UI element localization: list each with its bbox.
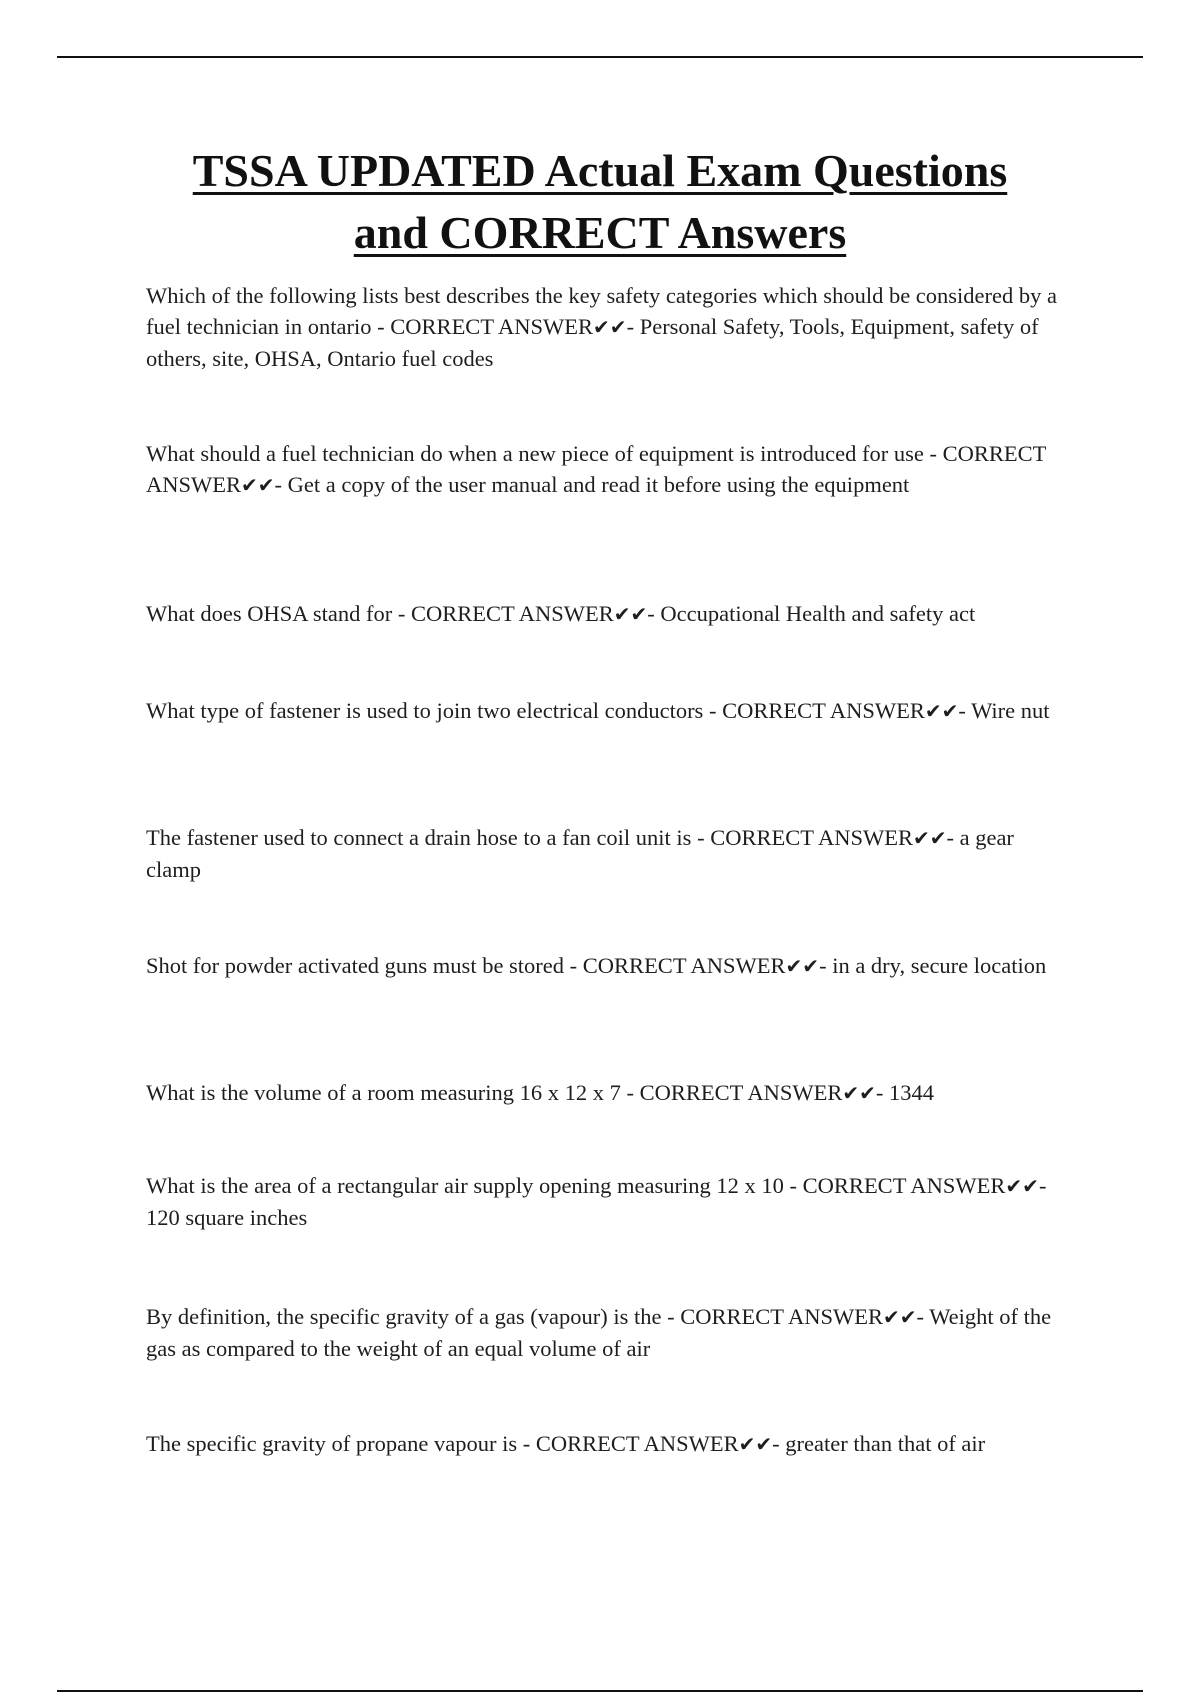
question-text: What is the volume of a room measuring 16 x 12 x 7 bbox=[146, 1080, 621, 1105]
question-text: What type of fastener is used to join two electrical conductors bbox=[146, 698, 704, 723]
answer-marker: CORRECT ANSWER bbox=[802, 1173, 1006, 1198]
answer-text: a gear clamp bbox=[146, 825, 1014, 882]
qa-item-1: Which of the following lists best describes the key safety categories which should be considered by a fuel technician in ontario - CORRECT ANSWER✔✔- Personal Safety, Tools, Equipment, safety of others, site, OHSA, Ontario fuel codes bbox=[146, 283, 1057, 371]
answer-marker: CORRECT ANSWER bbox=[410, 601, 614, 626]
qa-item-3: What does OHSA stand for - CORRECT ANSWER✔✔- Occupational Health and safety act bbox=[146, 601, 976, 626]
answer-marker: CORRECT ANSWER bbox=[710, 825, 913, 850]
question-text: The fastener used to connect a drain hose to a fan coil unit is bbox=[146, 825, 692, 850]
title-line-2: and CORRECT Answers bbox=[353, 207, 847, 258]
question-text: What should a fuel technician do when a new piece of equipment is introduced for use bbox=[146, 441, 924, 466]
title-line-1: TSSA UPDATED Actual Exam Questions bbox=[192, 145, 1008, 196]
qa-item-4: What type of fastener is used to join two electrical conductors - CORRECT ANSWER✔✔- Wire nut bbox=[146, 698, 1050, 723]
bottom-rule bbox=[57, 1690, 1143, 1692]
qa-item-9: By definition, the specific gravity of a gas (vapour) is the - CORRECT ANSWER✔✔- Weight of the gas as compared to the weight of an equal volume of air bbox=[146, 1304, 1052, 1361]
check-mark-icon: ✔✔ bbox=[613, 602, 648, 626]
question-text: The specific gravity of propane vapour is bbox=[146, 1431, 518, 1456]
check-mark-icon: ✔✔ bbox=[1005, 1174, 1039, 1198]
answer-marker: CORRECT ANSWER bbox=[535, 1431, 739, 1456]
qa-item-8: What is the area of a rectangular air supply opening measuring 12 x 10 - CORRECT ANSWER✔✔- 120 square inches bbox=[146, 1173, 1047, 1230]
check-mark-icon: ✔✔ bbox=[785, 954, 820, 978]
answer-text: 120 square inches bbox=[146, 1205, 308, 1230]
question-text: Which of the following lists best describes the key safety categories which should be considered by a fuel technician in ontario bbox=[146, 283, 1057, 339]
check-mark-icon: ✔✔ bbox=[593, 315, 627, 339]
answer-text: greater than that of air bbox=[785, 1431, 986, 1456]
qa-item-5: The fastener used to connect a drain hose to a fan coil unit is - CORRECT ANSWER✔✔- a gear clamp bbox=[146, 825, 1014, 882]
page-title bbox=[100, 140, 1100, 264]
check-mark-icon: ✔✔ bbox=[912, 826, 947, 850]
qa-item-2: What should a fuel technician do when a new piece of equipment is introduced for use - CORRECT ANSWER✔✔- Get a copy of the user manual and read it before using the equipment bbox=[146, 441, 1046, 497]
answer-text: Weight of the gas as compared to the weight of an equal volume of air bbox=[146, 1304, 1052, 1361]
qa-item-7: What is the volume of a room measuring 16 x 12 x 7 - CORRECT ANSWER✔✔- 1344 bbox=[146, 1080, 935, 1105]
question-text: By definition, the specific gravity of a gas (vapour) is the bbox=[146, 1304, 662, 1329]
check-mark-icon: ✔✔ bbox=[738, 1432, 773, 1456]
check-mark-icon: ✔✔ bbox=[842, 1081, 876, 1105]
check-mark-icon: ✔✔ bbox=[882, 1305, 917, 1329]
top-rule bbox=[57, 56, 1143, 58]
answer-marker: CORRECT ANSWER bbox=[146, 441, 1046, 497]
answer-marker: CORRECT ANSWER bbox=[582, 953, 786, 978]
answer-text: in a dry, secure location bbox=[832, 953, 1047, 978]
check-mark-icon: ✔✔ bbox=[241, 473, 275, 497]
answer-marker: CORRECT ANSWER bbox=[722, 698, 925, 723]
answer-text: Get a copy of the user manual and read it before using the equipment bbox=[287, 472, 910, 497]
answer-marker: CORRECT ANSWER bbox=[680, 1304, 883, 1329]
check-mark-icon: ✔✔ bbox=[924, 699, 959, 723]
question-text: What is the area of a rectangular air supply opening measuring 12 x 10 bbox=[146, 1173, 784, 1198]
qa-item-6: Shot for powder activated guns must be stored - CORRECT ANSWER✔✔- in a dry, secure location bbox=[146, 953, 1047, 978]
answer-text: 1344 bbox=[889, 1080, 935, 1105]
question-text: What does OHSA stand for bbox=[146, 601, 393, 626]
question-text: Shot for powder activated guns must be stored bbox=[146, 953, 565, 978]
qa-item-10: The specific gravity of propane vapour is - CORRECT ANSWER✔✔- greater than that of air bbox=[146, 1431, 986, 1456]
answer-text: Personal Safety, Tools, Equipment, safety of others, site, OHSA, Ontario fuel codes bbox=[146, 314, 1039, 371]
answer-marker: CORRECT ANSWER bbox=[639, 1080, 843, 1105]
answer-text: Wire nut bbox=[971, 698, 1050, 723]
answer-text: Occupational Health and safety act bbox=[660, 601, 976, 626]
answer-marker: CORRECT ANSWER bbox=[390, 314, 594, 339]
